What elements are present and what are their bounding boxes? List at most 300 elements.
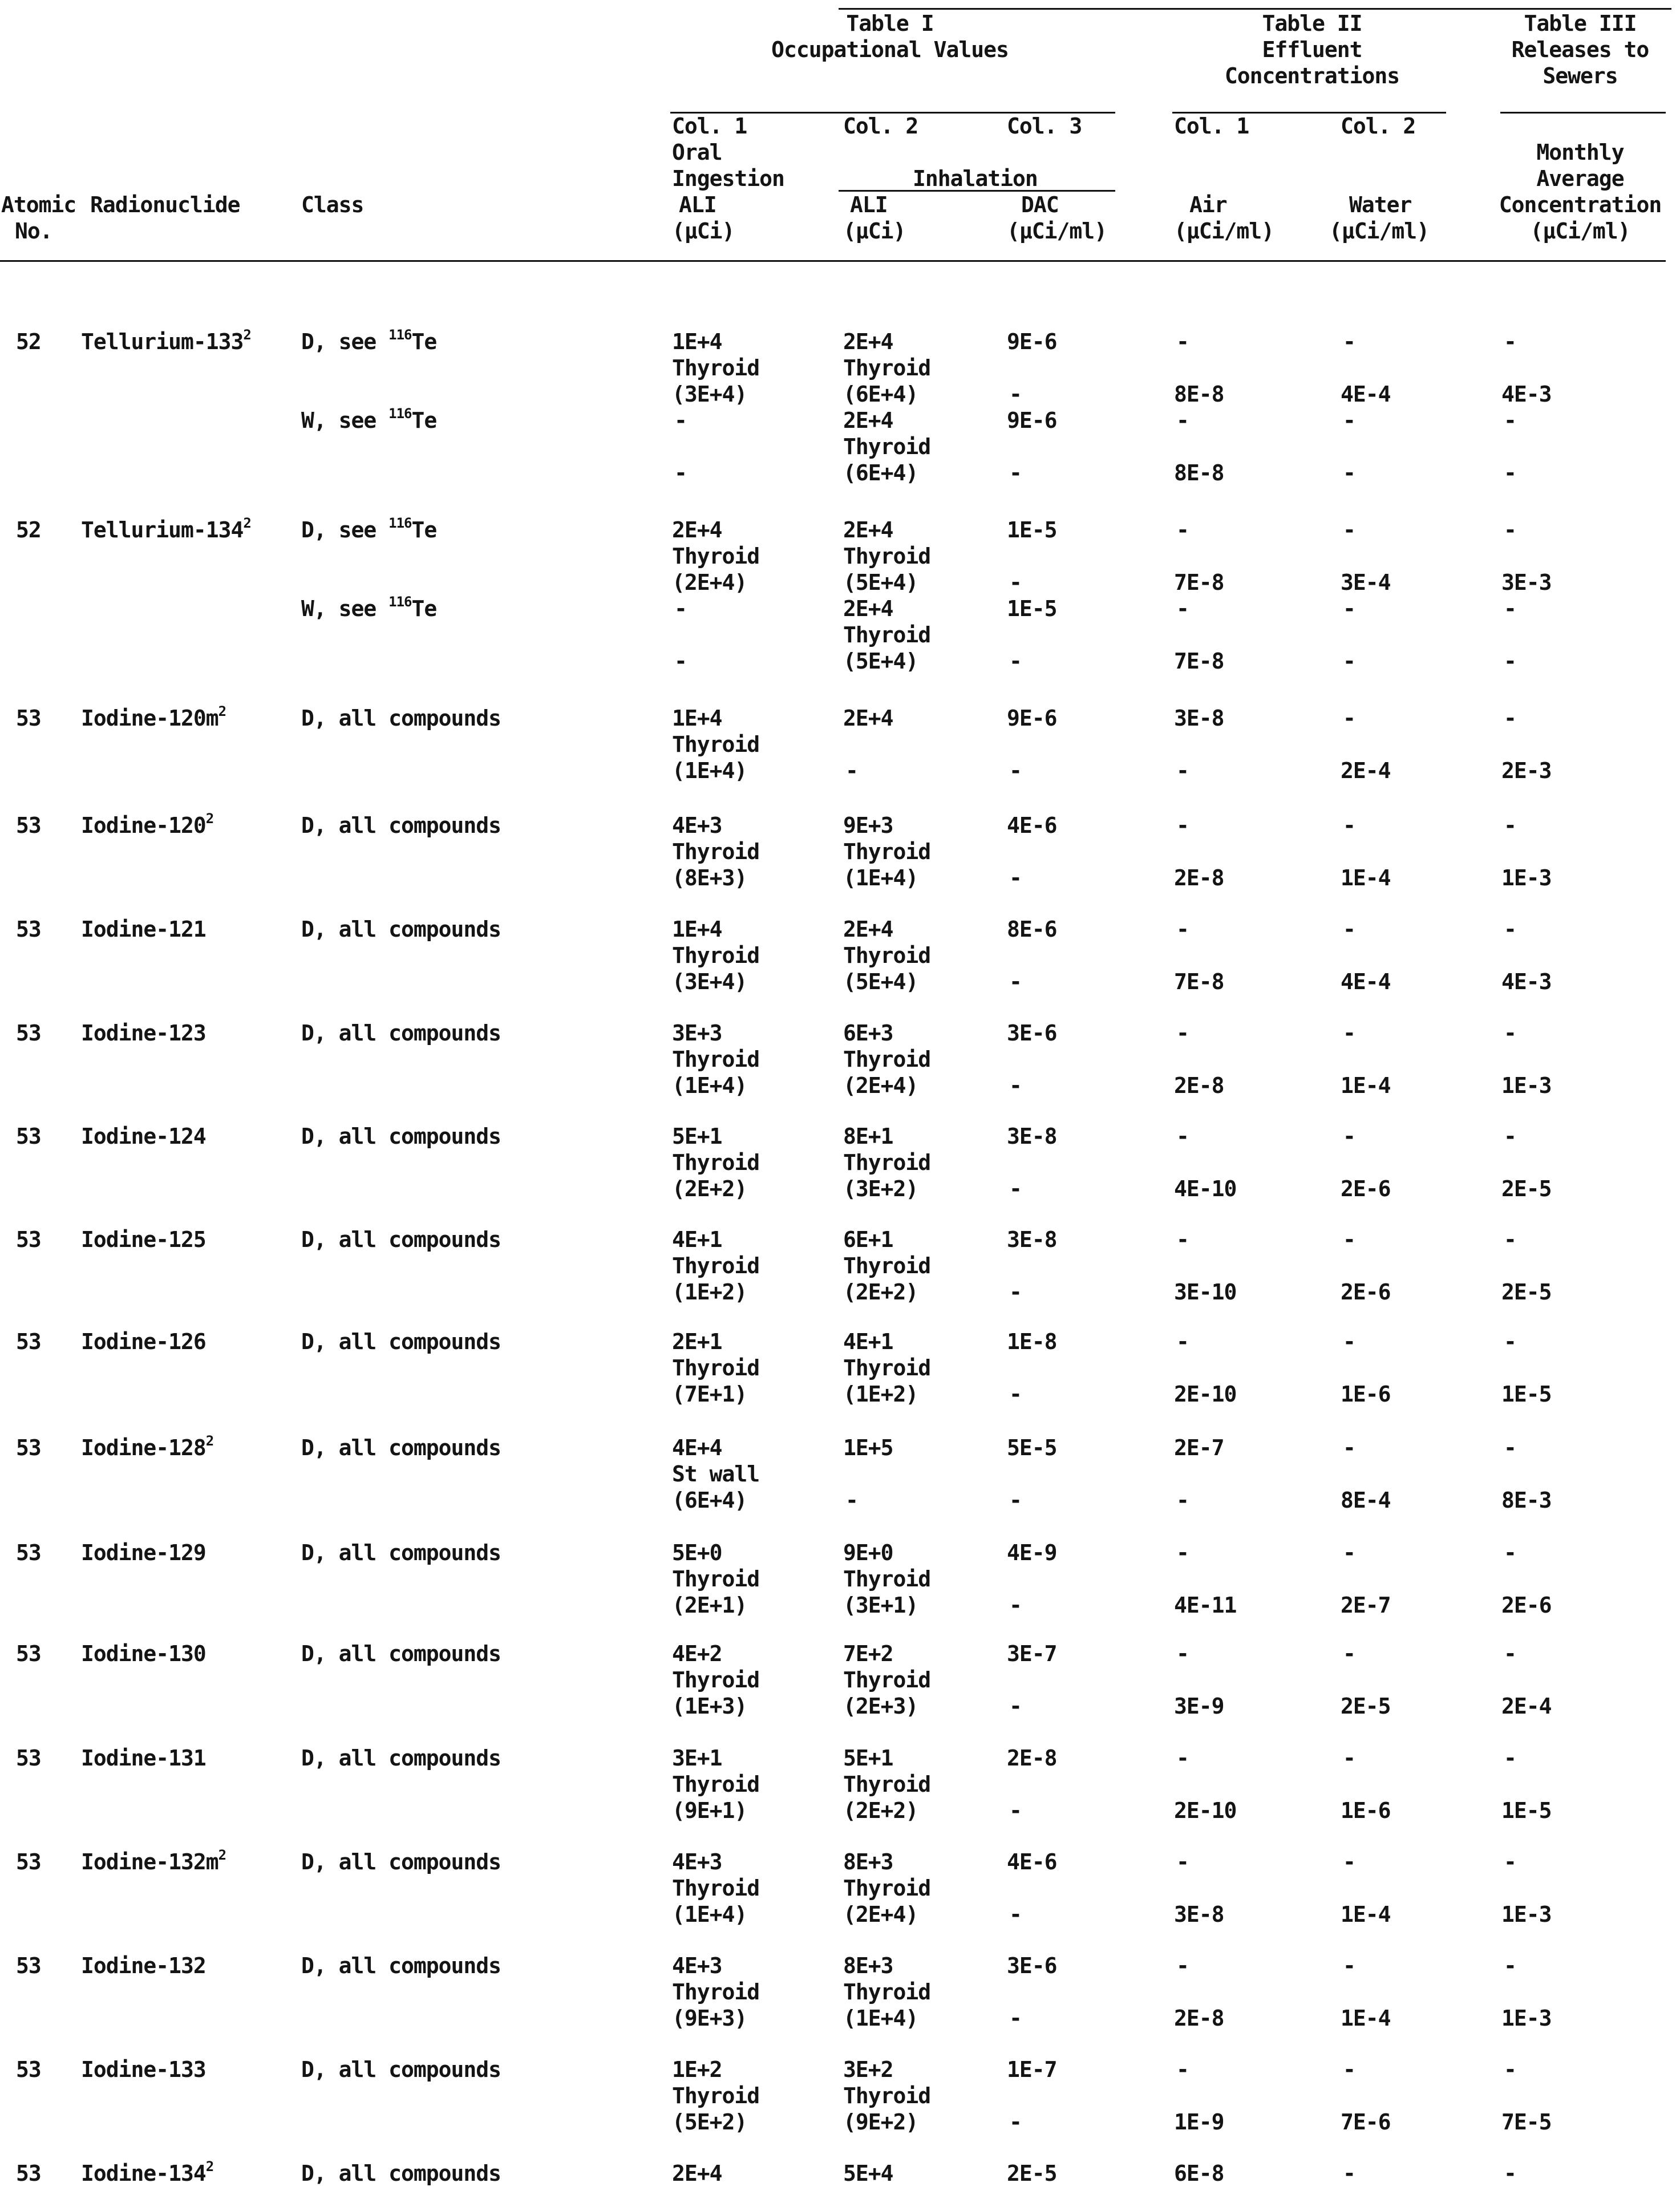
- c2-value: 2E+4: [843, 329, 893, 354]
- t1-col1-line3: Ingestion: [672, 166, 784, 191]
- c1-value: Thyroid: [672, 943, 760, 968]
- air-value: 1E-9: [1174, 2109, 1224, 2135]
- radionuclide-name: [81, 517, 251, 543]
- c1-value: (3E+4): [672, 382, 747, 407]
- c1-value: (1E+4): [672, 1073, 747, 1098]
- c2-value: 9E+3: [843, 813, 893, 838]
- c1-value: (1E+4): [672, 1902, 747, 1927]
- water-value: -: [1343, 2057, 1355, 2082]
- radionuclide-label: Iodine-128: [81, 1435, 206, 1460]
- t3-line1: Monthly: [1536, 140, 1624, 165]
- c1-value: -: [674, 460, 687, 485]
- sewer-value: -: [1504, 596, 1516, 621]
- mass-number: 116: [388, 327, 412, 343]
- c3-value: 8E-6: [1007, 917, 1057, 942]
- c2-value: -: [845, 1488, 858, 1513]
- c1-value: Thyroid: [672, 732, 760, 757]
- radionuclide-label: Iodine-129: [81, 1540, 206, 1565]
- sewer-value: 1E-3: [1501, 1902, 1552, 1927]
- c3-value: 9E-6: [1007, 408, 1057, 433]
- sewer-value: -: [1504, 706, 1516, 731]
- c3-value: 1E-5: [1007, 517, 1057, 542]
- c2-value: Thyroid: [843, 1047, 931, 1072]
- c1-value: (2E+4): [672, 570, 747, 595]
- c1-value: (9E+3): [672, 2006, 747, 2031]
- class-cell: [301, 1641, 501, 1667]
- c2-value: (6E+4): [843, 382, 918, 407]
- table2-title: Table II: [1262, 11, 1362, 36]
- radionuclide-name: [81, 1540, 206, 1566]
- table1-title: Table I: [846, 11, 934, 36]
- atomic-number: 52: [16, 329, 41, 354]
- sewer-value: 2E-6: [1501, 1593, 1552, 1618]
- water-value: 1E-4: [1341, 1073, 1391, 1098]
- c2-value: (9E+2): [843, 2109, 918, 2135]
- radionuclide-label: Iodine-120: [81, 813, 206, 838]
- sewer-value: -: [1504, 408, 1516, 433]
- air-value: -: [1176, 917, 1189, 942]
- c1-value: Thyroid: [672, 544, 760, 569]
- sewer-value: 8E-3: [1501, 1488, 1552, 1513]
- c1-value: (1E+4): [672, 758, 747, 783]
- c2-value: Thyroid: [843, 1667, 931, 1692]
- c1-value: 2E+4: [672, 517, 722, 542]
- water-value: -: [1343, 1021, 1355, 1046]
- c2-value: (1E+2): [843, 1382, 918, 1407]
- c1-value: (2E+1): [672, 1593, 747, 1618]
- c2-value: 8E+3: [843, 1849, 893, 1874]
- water-value: -: [1343, 460, 1355, 485]
- water-value: -: [1343, 917, 1355, 942]
- radionuclide-name: [81, 705, 226, 731]
- sewer-value: -: [1504, 460, 1516, 485]
- class-cell: [301, 329, 436, 355]
- water-value: 1E-4: [1341, 1902, 1391, 1927]
- radionuclide-name: [81, 2160, 213, 2186]
- c1-value: Thyroid: [672, 1047, 760, 1072]
- atomic-number: 53: [16, 1540, 41, 1565]
- c3-value: -: [1009, 1798, 1022, 1823]
- atomic-number: 53: [16, 1953, 41, 1978]
- water-value: 2E-5: [1341, 1694, 1391, 1719]
- air-value: 8E-8: [1174, 460, 1224, 485]
- water-value: 2E-6: [1341, 1176, 1391, 1201]
- t1-col1-line4: ALI: [679, 192, 716, 217]
- element-symbol: Te: [411, 408, 437, 433]
- c3-value: 3E-8: [1007, 1124, 1057, 1149]
- class-label: D, all compounds: [301, 1124, 501, 1149]
- c2-value: 2E+4: [843, 917, 893, 942]
- c1-value: 1E+4: [672, 329, 722, 354]
- c3-value: -: [1009, 758, 1022, 783]
- table1-subtitle: Occupational Values: [771, 37, 1009, 62]
- air-value: 2E-7: [1174, 1435, 1224, 1460]
- atomic-number: 53: [16, 1021, 41, 1046]
- c1-value: 3E+1: [672, 1746, 722, 1771]
- c1-value: 1E+4: [672, 706, 722, 731]
- c3-value: 4E-6: [1007, 1849, 1057, 1874]
- water-value: -: [1343, 2161, 1355, 2186]
- table3-line3: Sewers: [1543, 63, 1618, 88]
- radionuclide-name: [81, 1641, 206, 1667]
- c2-value: Thyroid: [843, 1355, 931, 1380]
- sewer-value: 2E-5: [1501, 1176, 1552, 1201]
- water-value: 2E-7: [1341, 1593, 1391, 1618]
- air-value: 8E-8: [1174, 382, 1224, 407]
- radionuclide-name: [81, 1329, 206, 1355]
- table2-line2: Effluent: [1262, 37, 1362, 62]
- c2-value: 9E+0: [843, 1540, 893, 1565]
- air-value: -: [1176, 758, 1189, 783]
- class-label: D, see: [301, 517, 389, 542]
- c1-value: (1E+2): [672, 1279, 747, 1305]
- c3-value: -: [1009, 1073, 1022, 1098]
- c2-value: (5E+4): [843, 649, 918, 674]
- t2-col2-label: Col. 2: [1341, 114, 1416, 139]
- class-label: D, all compounds: [301, 1435, 501, 1460]
- radionuclide-header: Radionuclide: [90, 192, 240, 217]
- atomic-number: 53: [16, 1329, 41, 1354]
- class-label: D, all compounds: [301, 1641, 501, 1666]
- sewer-value: -: [1504, 2161, 1516, 2186]
- radionuclide-name: [81, 2056, 206, 2083]
- radionuclide-name: [81, 916, 206, 942]
- c2-value: (6E+4): [843, 460, 918, 485]
- c1-value: St wall: [672, 1461, 760, 1487]
- c3-value: 1E-7: [1007, 2057, 1057, 2082]
- air-value: -: [1176, 1746, 1189, 1771]
- class-label: D, all compounds: [301, 1227, 501, 1252]
- class-label: W, see: [301, 408, 389, 433]
- class-label: D, all compounds: [301, 706, 501, 731]
- c2-value: Thyroid: [843, 1566, 931, 1592]
- t3-unit: (µCi/ml): [1530, 218, 1630, 244]
- radionuclide-label: Iodine-126: [81, 1329, 206, 1354]
- c3-value: -: [1009, 2109, 1022, 2135]
- radionuclide-label: Iodine-133: [81, 2057, 206, 2082]
- air-value: 6E-8: [1174, 2161, 1224, 2186]
- sewer-value: -: [1504, 649, 1516, 674]
- sewer-value: -: [1504, 1021, 1516, 1046]
- c3-value: -: [1009, 969, 1022, 994]
- class-cell: [301, 812, 501, 839]
- class-cell: [301, 2056, 501, 2083]
- radionuclide-name: [81, 1953, 206, 1979]
- c1-value: Thyroid: [672, 1150, 760, 1175]
- c2-value: Thyroid: [843, 355, 931, 380]
- water-value: 1E-4: [1341, 2006, 1391, 2031]
- c3-value: 9E-6: [1007, 329, 1057, 354]
- sewer-value: -: [1504, 1227, 1516, 1252]
- radionuclide-label: Iodine-134: [81, 2161, 206, 2186]
- c3-value: -: [1009, 1488, 1022, 1513]
- t1-col2-unit: (µCi): [843, 218, 906, 244]
- c2-value: 2E+4: [843, 596, 893, 621]
- air-value: -: [1176, 1021, 1189, 1046]
- footnote-marker: 2: [205, 811, 214, 827]
- air-value: -: [1176, 2057, 1189, 2082]
- water-value: -: [1343, 1435, 1355, 1460]
- c2-value: Thyroid: [843, 1876, 931, 1901]
- c1-value: 5E+1: [672, 1124, 722, 1149]
- air-value: 3E-9: [1174, 1694, 1224, 1719]
- c2-value: 2E+4: [843, 706, 893, 731]
- c2-value: 4E+1: [843, 1329, 893, 1354]
- radionuclide-label: Iodine-124: [81, 1124, 206, 1149]
- c3-value: -: [1009, 382, 1022, 407]
- c1-value: 4E+2: [672, 1641, 722, 1666]
- class-cell: [301, 916, 501, 942]
- c2-value: 7E+2: [843, 1641, 893, 1666]
- atomic-number: 53: [16, 1124, 41, 1149]
- sewer-value: -: [1504, 1540, 1516, 1565]
- water-value: 2E-4: [1341, 758, 1391, 783]
- air-value: 7E-8: [1174, 969, 1224, 994]
- c3-value: -: [1009, 570, 1022, 595]
- air-value: -: [1176, 1641, 1189, 1666]
- footnote-marker: 2: [243, 327, 251, 343]
- atomic-number: 53: [16, 1227, 41, 1252]
- sewer-value: 2E-4: [1501, 1694, 1552, 1719]
- c3-value: -: [1009, 1593, 1022, 1618]
- class-label: W, see: [301, 596, 389, 621]
- c3-value: 5E-5: [1007, 1435, 1057, 1460]
- c3-value: -: [1009, 1279, 1022, 1305]
- class-cell: [301, 1849, 501, 1875]
- atomic-number: 52: [16, 517, 41, 542]
- air-value: 3E-8: [1174, 1902, 1224, 1927]
- radionuclide-label: Iodine-120m: [81, 706, 218, 731]
- radionuclide-label: Iodine-131: [81, 1746, 206, 1771]
- c2-value: (1E+4): [843, 865, 918, 890]
- c1-value: Thyroid: [672, 355, 760, 380]
- radionuclide-name: [81, 1745, 206, 1771]
- radionuclide-label: Iodine-132m: [81, 1849, 218, 1874]
- c1-value: 2E+4: [672, 2161, 722, 2186]
- sewer-value: -: [1504, 1953, 1516, 1978]
- c2-value: 5E+1: [843, 1746, 893, 1771]
- sewer-value: 1E-3: [1501, 865, 1552, 890]
- t1-col3-label: Col. 3: [1007, 114, 1082, 139]
- c2-value: (5E+4): [843, 570, 918, 595]
- t2-col1-label: Col. 1: [1174, 114, 1249, 139]
- air-value: -: [1176, 1488, 1189, 1513]
- class-label: D, all compounds: [301, 1953, 501, 1978]
- element-symbol: Te: [411, 596, 437, 621]
- c1-value: (3E+4): [672, 969, 747, 994]
- water-value: -: [1343, 596, 1355, 621]
- class-label: D, all compounds: [301, 1021, 501, 1046]
- class-cell: [301, 1123, 501, 1149]
- footnote-marker: 2: [205, 1433, 214, 1449]
- atomic-number: 53: [16, 813, 41, 838]
- c2-value: -: [845, 758, 858, 783]
- c3-value: -: [1009, 1382, 1022, 1407]
- water-value: 2E-6: [1341, 1279, 1391, 1305]
- c1-value: (8E+3): [672, 865, 747, 890]
- class-cell: [301, 596, 436, 622]
- water-value: -: [1343, 1329, 1355, 1354]
- c1-value: Thyroid: [672, 1876, 760, 1901]
- sewer-value: 1E-3: [1501, 2006, 1552, 2031]
- sewer-value: 1E-3: [1501, 1073, 1552, 1098]
- class-label: D, all compounds: [301, 917, 501, 942]
- air-value: -: [1176, 329, 1189, 354]
- water-value: -: [1343, 1953, 1355, 1978]
- c1-value: Thyroid: [672, 1566, 760, 1592]
- radionuclide-name: [81, 1020, 206, 1046]
- t2-col1-unit: (µCi/ml): [1174, 218, 1274, 244]
- c3-value: -: [1009, 1902, 1022, 1927]
- c1-value: 4E+3: [672, 1849, 722, 1874]
- table3-title: Table III: [1524, 11, 1637, 36]
- c2-value: 5E+4: [843, 2161, 893, 2186]
- c2-value: Thyroid: [843, 943, 931, 968]
- class-header: Class: [301, 192, 364, 217]
- c3-value: 3E-6: [1007, 1021, 1057, 1046]
- t1-col1-unit: (µCi): [672, 218, 735, 244]
- sewer-value: -: [1504, 329, 1516, 354]
- t1-col1-label: Col. 1: [672, 114, 747, 139]
- air-value: -: [1176, 813, 1189, 838]
- c2-value: Thyroid: [843, 1772, 931, 1797]
- c3-value: 3E-6: [1007, 1953, 1057, 1978]
- c2-value: Thyroid: [843, 544, 931, 569]
- c1-value: (7E+1): [672, 1382, 747, 1407]
- air-value: -: [1176, 1953, 1189, 1978]
- c2-value: Thyroid: [843, 434, 931, 459]
- c2-value: (2E+2): [843, 1279, 918, 1305]
- t2-col1-line1: Air: [1189, 192, 1227, 217]
- c2-value: (1E+4): [843, 2006, 918, 2031]
- c1-value: Thyroid: [672, 1772, 760, 1797]
- water-value: -: [1343, 517, 1355, 542]
- c1-value: 1E+2: [672, 2057, 722, 2082]
- radionuclide-label: Iodine-132: [81, 1953, 206, 1978]
- water-value: -: [1343, 1746, 1355, 1771]
- c1-value: -: [674, 596, 687, 621]
- atomic-number: 53: [16, 1435, 41, 1460]
- class-label: D, all compounds: [301, 1746, 501, 1771]
- c3-value: 4E-6: [1007, 813, 1057, 838]
- c3-value: -: [1009, 865, 1022, 890]
- c1-value: Thyroid: [672, 839, 760, 864]
- c2-value: (2E+4): [843, 1902, 918, 1927]
- c2-value: (3E+2): [843, 1176, 918, 1201]
- radionuclide-name: [81, 1123, 206, 1149]
- mass-number: 116: [388, 515, 412, 532]
- footnote-marker: 2: [243, 515, 251, 532]
- c2-value: (2E+4): [843, 1073, 918, 1098]
- air-value: 7E-8: [1174, 649, 1224, 674]
- t3-line3: Concentration: [1499, 192, 1662, 217]
- c2-value: 8E+1: [843, 1124, 893, 1149]
- class-cell: [301, 1745, 501, 1771]
- c2-value: Thyroid: [843, 1979, 931, 2004]
- sewer-value: 2E-3: [1501, 758, 1552, 783]
- air-value: -: [1176, 1849, 1189, 1874]
- air-value: 2E-8: [1174, 865, 1224, 890]
- c1-value: (1E+3): [672, 1694, 747, 1719]
- c1-value: 2E+1: [672, 1329, 722, 1354]
- c1-value: -: [674, 649, 687, 674]
- air-value: -: [1176, 1540, 1189, 1565]
- class-label: D, all compounds: [301, 813, 501, 838]
- t1-col1-line2: Oral: [672, 140, 722, 165]
- c2-value: Thyroid: [843, 2083, 931, 2108]
- radionuclide-name: [81, 1849, 226, 1875]
- class-cell: [301, 1953, 501, 1979]
- class-cell: [301, 1540, 501, 1566]
- t1-col3-unit: (µCi/ml): [1007, 218, 1107, 244]
- c3-value: -: [1009, 649, 1022, 674]
- atomic-number: 53: [16, 917, 41, 942]
- radionuclide-label: Iodine-121: [81, 917, 206, 942]
- c3-value: -: [1009, 2006, 1022, 2031]
- c1-value: (9E+1): [672, 1798, 747, 1823]
- c2-value: Thyroid: [843, 1150, 931, 1175]
- atomic-number: 53: [16, 2057, 41, 2082]
- water-value: -: [1343, 408, 1355, 433]
- c1-value: Thyroid: [672, 1979, 760, 2004]
- mass-number: 116: [388, 406, 412, 422]
- t1-col2-line1: ALI: [850, 192, 888, 217]
- radionuclide-name: [81, 1435, 213, 1461]
- c1-value: (6E+4): [672, 1488, 747, 1513]
- atomic-number: 53: [16, 2161, 41, 2186]
- sewer-value: -: [1504, 917, 1516, 942]
- t1-col3-line1: DAC: [1021, 192, 1059, 217]
- water-value: 1E-6: [1341, 1798, 1391, 1823]
- table3-line2: Releases to: [1511, 37, 1649, 62]
- water-value: 4E-4: [1341, 382, 1391, 407]
- sewer-value: 1E-5: [1501, 1798, 1552, 1823]
- c2-value: 6E+3: [843, 1021, 893, 1046]
- c2-value: 1E+5: [843, 1435, 893, 1460]
- c3-value: 2E-8: [1007, 1746, 1057, 1771]
- water-value: 1E-6: [1341, 1382, 1391, 1407]
- air-value: -: [1176, 1227, 1189, 1252]
- c3-value: 4E-9: [1007, 1540, 1057, 1565]
- c2-value: 6E+1: [843, 1227, 893, 1252]
- class-label: D, all compounds: [301, 1540, 501, 1565]
- air-value: 2E-8: [1174, 1073, 1224, 1098]
- c3-value: 2E-5: [1007, 2161, 1057, 2186]
- water-value: 8E-4: [1341, 1488, 1391, 1513]
- water-value: -: [1343, 1540, 1355, 1565]
- footnote-marker: 2: [205, 2159, 214, 2175]
- air-value: 2E-10: [1174, 1382, 1237, 1407]
- air-value: 4E-11: [1174, 1593, 1237, 1618]
- c1-value: 4E+3: [672, 813, 722, 838]
- class-cell: [301, 705, 501, 731]
- water-value: 3E-4: [1341, 570, 1391, 595]
- water-value: -: [1343, 1641, 1355, 1666]
- atomic-number: 53: [16, 706, 41, 731]
- air-value: 3E-8: [1174, 706, 1224, 731]
- c1-value: 4E+1: [672, 1227, 722, 1252]
- water-value: -: [1343, 649, 1355, 674]
- atomic-number: 53: [16, 1641, 41, 1666]
- c1-value: 3E+3: [672, 1021, 722, 1046]
- sewer-value: -: [1504, 1329, 1516, 1354]
- air-value: -: [1176, 517, 1189, 542]
- c2-value: (3E+1): [843, 1593, 918, 1618]
- air-value: 3E-10: [1174, 1279, 1237, 1305]
- radionuclide-label: Tellurium-134: [81, 517, 244, 542]
- radionuclide-label: Tellurium-133: [81, 329, 244, 354]
- element-symbol: Te: [411, 329, 437, 354]
